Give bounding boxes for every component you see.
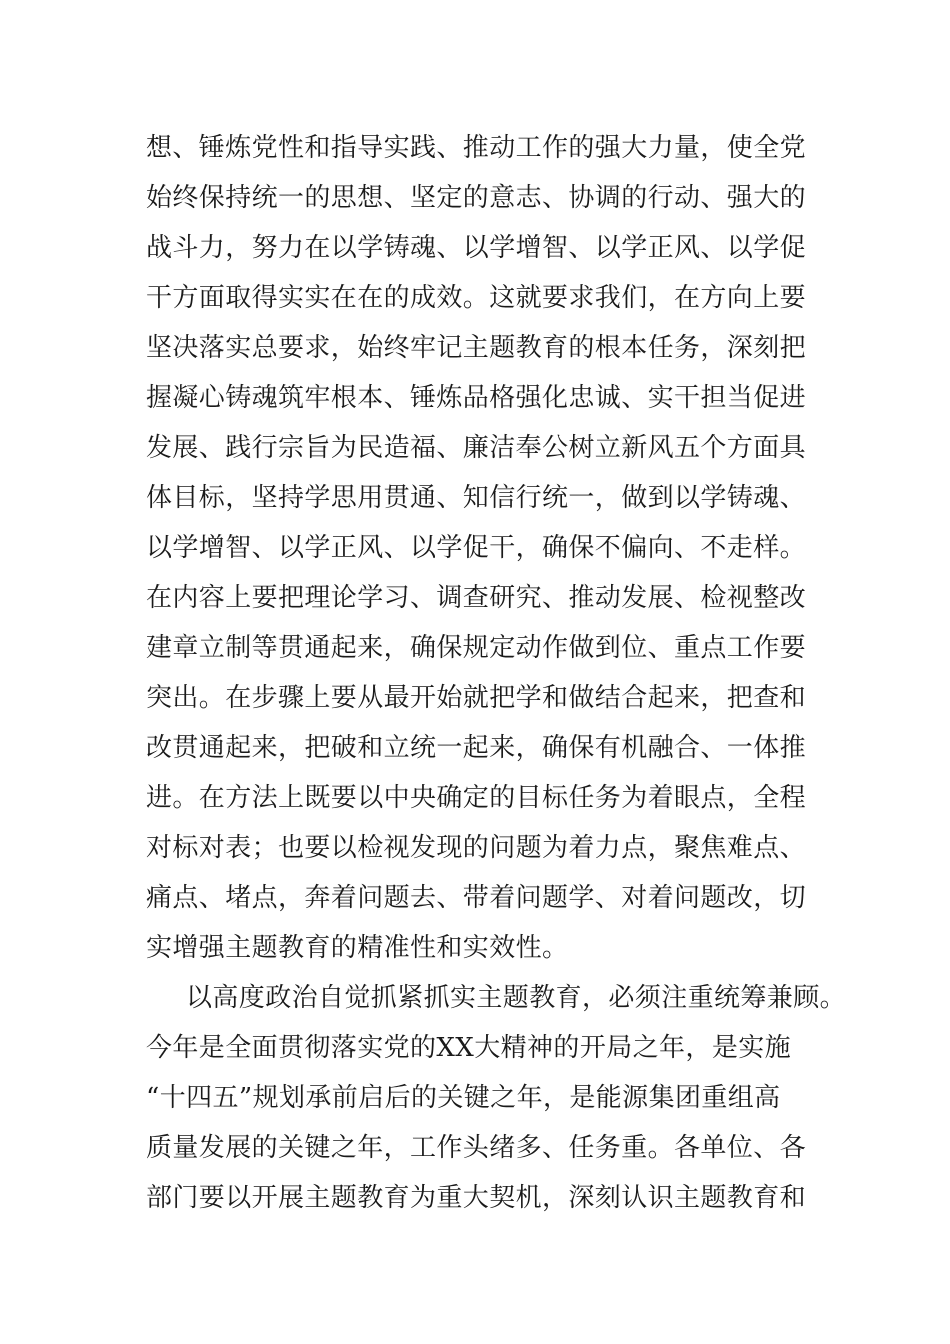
text-line: “十四五”规划承前启后的关键之年，是能源集团重组高 xyxy=(146,1083,781,1113)
text-line: 建章立制等贯通起来，确保规定动作做到位、重点工作要 xyxy=(146,633,807,663)
text-line: 发展、践行宗旨为民造福、廉洁奉公树立新风五个方面具 xyxy=(146,433,807,463)
text-line: 始终保持统一的思想、坚定的意志、协调的行动、强大的 xyxy=(146,183,807,213)
text-line: 对标对表；也要以检视发现的问题为着力点，聚焦难点、 xyxy=(146,833,807,863)
text-line: 实增强主题教育的精准性和实效性。 xyxy=(146,933,569,963)
text-line: 痛点、堵点，奔着问题去、带着问题学、对着问题改，切 xyxy=(146,883,807,913)
text-line: 改贯通起来，把破和立统一起来，确保有机融合、一体推 xyxy=(146,733,807,763)
text-line: 战斗力，努力在以学铸魂、以学增智、以学正风、以学促 xyxy=(146,233,807,263)
text-line: 在内容上要把理论学习、调查研究、推动发展、检视整改 xyxy=(146,583,807,613)
text-line: 想、锤炼党性和指导实践、推动工作的强大力量，使全党 xyxy=(146,133,807,163)
text-line: 干方面取得实实在在的成效。这就要求我们，在方向上要 xyxy=(146,283,807,313)
paragraph-first-line: 以高度政治自觉抓紧抓实主题教育，必须注重统筹兼顾。 xyxy=(186,983,847,1013)
text-line: 坚决落实总要求，始终牢记主题教育的根本任务，深刻把 xyxy=(146,333,807,363)
text-line: 体目标，坚持学思用贯通、知信行统一，做到以学铸魂、 xyxy=(146,483,807,513)
text-line: 部门要以开展主题教育为重大契机，深刻认识主题教育和 xyxy=(146,1183,807,1213)
text-line: 突出。在步骤上要从最开始就把学和做结合起来，把查和 xyxy=(146,683,807,713)
text-line: 质量发展的关键之年，工作头绪多、任务重。各单位、各 xyxy=(146,1133,807,1163)
text-line: 今年是全面贯彻落实党的XX大精神的开局之年，是实施 xyxy=(146,1033,792,1063)
text-line: 握凝心铸魂筑牢根本、锤炼品格强化忠诚、实干担当促进 xyxy=(146,383,807,413)
text-line: 进。在方法上既要以中央确定的目标任务为着眼点，全程 xyxy=(146,783,807,813)
text-line: 以学增智、以学正风、以学促干，确保不偏向、不走样。 xyxy=(146,533,807,563)
